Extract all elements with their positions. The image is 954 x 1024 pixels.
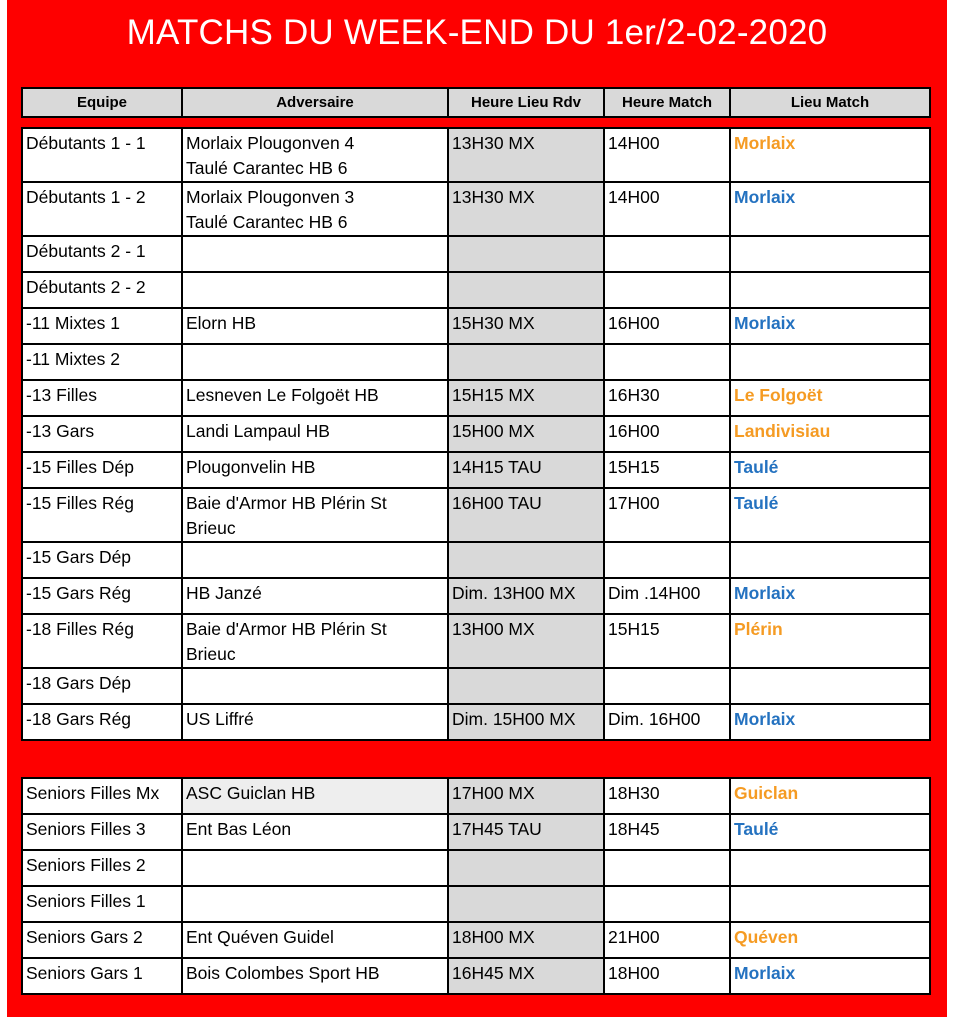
venue-cell <box>730 272 930 308</box>
venue-cell <box>730 850 930 886</box>
schedule-sheet <box>7 0 947 1017</box>
table-row <box>22 886 930 922</box>
header-lieu-match: Lieu Match <box>730 88 930 117</box>
opponent-cell: Morlaix Plougonven 3 Taulé Carantec HB 6 <box>182 182 448 236</box>
meeting-time-cell: 16H00 TAU <box>448 488 604 542</box>
match-time-cell <box>604 344 730 380</box>
matches-table-section-1 <box>21 127 931 741</box>
team-cell: -18 Gars Rég <box>22 704 182 740</box>
team-cell: -18 Gars Dép <box>22 668 182 704</box>
match-time-cell: 16H00 <box>604 416 730 452</box>
table-row <box>22 614 930 668</box>
venue-cell: Taulé <box>730 488 930 542</box>
opponent-cell: Morlaix Plougonven 4 Taulé Carantec HB 6 <box>182 128 448 182</box>
match-time-cell: 15H15 <box>604 452 730 488</box>
venue-cell <box>730 344 930 380</box>
team-cell: Seniors Gars 1 <box>22 958 182 994</box>
meeting-time-cell: 14H15 TAU <box>448 452 604 488</box>
match-time-cell: 18H00 <box>604 958 730 994</box>
meeting-time-cell: 13H00 MX <box>448 614 604 668</box>
meeting-time-cell: 17H00 MX <box>448 778 604 814</box>
table-row <box>22 272 930 308</box>
table-row <box>22 814 930 850</box>
team-cell: -18 Filles Rég <box>22 614 182 668</box>
opponent-cell: Plougonvelin HB <box>182 452 448 488</box>
meeting-time-cell: 15H30 MX <box>448 308 604 344</box>
header-heure-rdv: Heure Lieu Rdv <box>448 88 604 117</box>
venue-cell <box>730 236 930 272</box>
match-time-cell <box>604 668 730 704</box>
venue-cell: Morlaix <box>730 182 930 236</box>
team-cell: Seniors Gars 2 <box>22 922 182 958</box>
meeting-time-cell: 16H45 MX <box>448 958 604 994</box>
opponent-cell <box>182 850 448 886</box>
header-heure-match: Heure Match <box>604 88 730 117</box>
table-row <box>22 308 930 344</box>
header-row <box>21 87 931 118</box>
match-time-cell: 14H00 <box>604 182 730 236</box>
table-row <box>22 778 930 814</box>
table-row <box>22 452 930 488</box>
opponent-cell <box>182 668 448 704</box>
opponent-cell: Elorn HB <box>182 308 448 344</box>
header-equipe: Equipe <box>22 88 182 117</box>
venue-cell: Plérin <box>730 614 930 668</box>
match-time-cell: 16H30 <box>604 380 730 416</box>
meeting-time-cell: 15H15 MX <box>448 380 604 416</box>
match-time-cell <box>604 542 730 578</box>
table-row <box>22 344 930 380</box>
team-cell: -15 Gars Rég <box>22 578 182 614</box>
team-cell: Débutants 1 - 1 <box>22 128 182 182</box>
match-time-cell: 15H15 <box>604 614 730 668</box>
table-row <box>22 416 930 452</box>
opponent-cell <box>182 542 448 578</box>
team-cell: -15 Filles Dép <box>22 452 182 488</box>
opponent-cell: Bois Colombes Sport HB <box>182 958 448 994</box>
meeting-time-cell: Dim. 15H00 MX <box>448 704 604 740</box>
venue-cell: Morlaix <box>730 958 930 994</box>
opponent-cell: Landi Lampaul HB <box>182 416 448 452</box>
team-cell: -11 Mixtes 1 <box>22 308 182 344</box>
meeting-time-cell: 13H30 MX <box>448 128 604 182</box>
opponent-cell: Baie d'Armor HB Plérin St Brieuc <box>182 488 448 542</box>
opponent-cell: Lesneven Le Folgoët HB <box>182 380 448 416</box>
team-cell: -13 Gars <box>22 416 182 452</box>
opponent-cell: ASC Guiclan HB <box>182 778 448 814</box>
table-row <box>22 380 930 416</box>
venue-cell: Taulé <box>730 814 930 850</box>
team-cell: -15 Gars Dép <box>22 542 182 578</box>
opponent-cell: Ent Quéven Guidel <box>182 922 448 958</box>
team-cell: Seniors Filles 1 <box>22 886 182 922</box>
meeting-time-cell: 17H45 TAU <box>448 814 604 850</box>
meeting-time-cell: Dim. 13H00 MX <box>448 578 604 614</box>
match-time-cell <box>604 236 730 272</box>
match-time-cell: Dim. 16H00 <box>604 704 730 740</box>
venue-cell: Morlaix <box>730 704 930 740</box>
opponent-cell <box>182 272 448 308</box>
meeting-time-cell <box>448 542 604 578</box>
match-time-cell: 18H45 <box>604 814 730 850</box>
header-adversaire: Adversaire <box>182 88 448 117</box>
table-row <box>22 578 930 614</box>
match-time-cell: 14H00 <box>604 128 730 182</box>
venue-cell: Landivisiau <box>730 416 930 452</box>
venue-cell: Quéven <box>730 922 930 958</box>
opponent-cell: US Liffré <box>182 704 448 740</box>
opponent-cell: Baie d'Armor HB Plérin St Brieuc <box>182 614 448 668</box>
match-time-cell: Dim .14H00 <box>604 578 730 614</box>
opponent-cell <box>182 344 448 380</box>
opponent-cell <box>182 886 448 922</box>
team-cell: Débutants 1 - 2 <box>22 182 182 236</box>
team-cell: -15 Filles Rég <box>22 488 182 542</box>
meeting-time-cell <box>448 886 604 922</box>
team-cell: Seniors Filles Mx <box>22 778 182 814</box>
meeting-time-cell <box>448 344 604 380</box>
match-time-cell <box>604 850 730 886</box>
match-time-cell <box>604 886 730 922</box>
match-time-cell: 16H00 <box>604 308 730 344</box>
table-row <box>22 850 930 886</box>
opponent-cell: Ent Bas Léon <box>182 814 448 850</box>
match-time-cell: 17H00 <box>604 488 730 542</box>
opponent-cell <box>182 236 448 272</box>
team-cell: Seniors Filles 3 <box>22 814 182 850</box>
team-cell: -11 Mixtes 2 <box>22 344 182 380</box>
venue-cell <box>730 668 930 704</box>
table-row <box>22 236 930 272</box>
venue-cell: Morlaix <box>730 308 930 344</box>
venue-cell: Guiclan <box>730 778 930 814</box>
meeting-time-cell <box>448 850 604 886</box>
table-row <box>22 542 930 578</box>
table-row <box>22 958 930 994</box>
table-row <box>22 488 930 542</box>
meeting-time-cell <box>448 272 604 308</box>
meeting-time-cell: 18H00 MX <box>448 922 604 958</box>
opponent-cell: HB Janzé <box>182 578 448 614</box>
meeting-time-cell: 15H00 MX <box>448 416 604 452</box>
match-time-cell: 21H00 <box>604 922 730 958</box>
table-row <box>22 922 930 958</box>
match-time-cell: 18H30 <box>604 778 730 814</box>
team-cell: Seniors Filles 2 <box>22 850 182 886</box>
meeting-time-cell: 13H30 MX <box>448 182 604 236</box>
match-time-cell <box>604 272 730 308</box>
team-cell: Débutants 2 - 2 <box>22 272 182 308</box>
venue-cell <box>730 542 930 578</box>
page-title: MATCHS DU WEEK-END DU 1er/2-02-2020 <box>126 13 828 52</box>
table-row <box>22 704 930 740</box>
table-row <box>22 182 930 236</box>
table-row <box>22 668 930 704</box>
venue-cell: Morlaix <box>730 578 930 614</box>
venue-cell: Le Folgoët <box>730 380 930 416</box>
team-cell: Débutants 2 - 1 <box>22 236 182 272</box>
team-cell: -13 Filles <box>22 380 182 416</box>
meeting-time-cell <box>448 236 604 272</box>
venue-cell <box>730 886 930 922</box>
matches-table-section-2 <box>21 777 931 995</box>
meeting-time-cell <box>448 668 604 704</box>
table-row <box>22 128 930 182</box>
venue-cell: Morlaix <box>730 128 930 182</box>
venue-cell: Taulé <box>730 452 930 488</box>
